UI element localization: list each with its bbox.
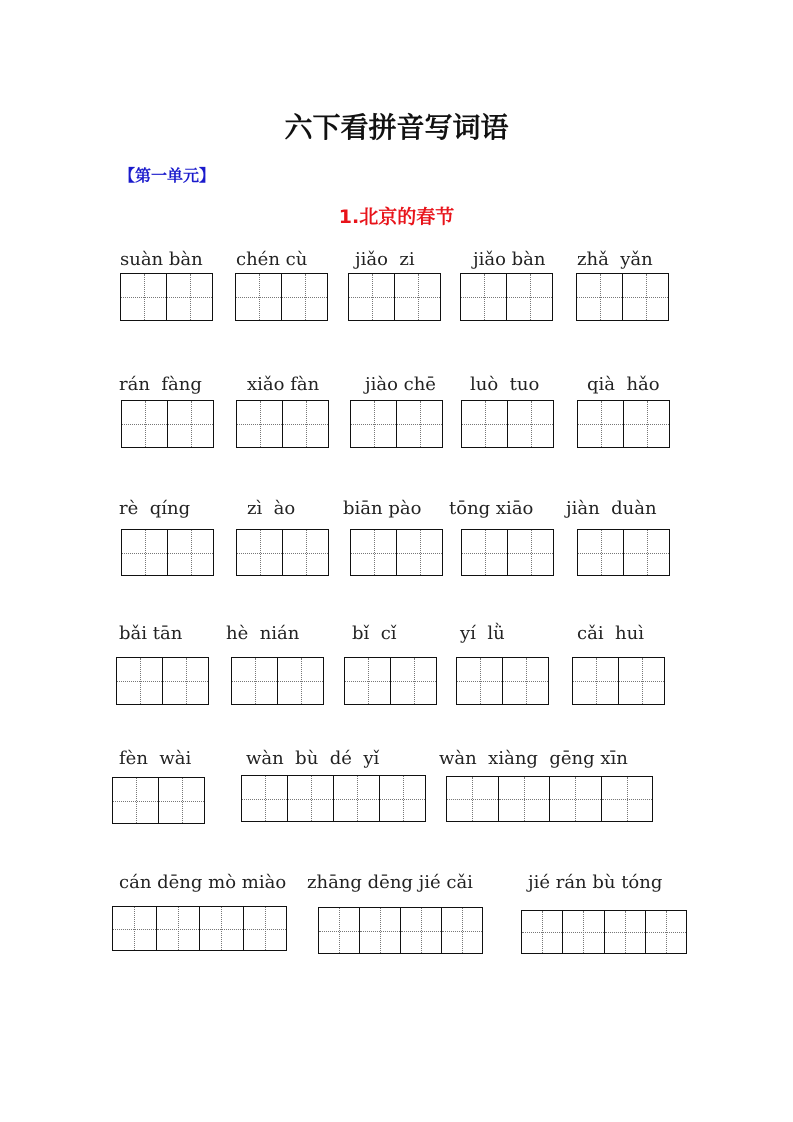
pinyin-label: hè nián <box>226 623 300 644</box>
writing-grid[interactable] <box>446 776 653 822</box>
grid-cell[interactable] <box>394 274 440 320</box>
writing-grid[interactable] <box>121 529 214 576</box>
grid-cell[interactable] <box>577 274 622 320</box>
writing-grid[interactable] <box>348 273 441 321</box>
grid-cell[interactable] <box>604 911 645 953</box>
grid-cell[interactable] <box>167 530 213 575</box>
grid-cell[interactable] <box>162 658 208 704</box>
grid-cell[interactable] <box>457 658 502 704</box>
pinyin-label: rán fàng <box>119 374 202 395</box>
grid-cell[interactable] <box>400 908 441 953</box>
pinyin-label: jiǎo zi <box>355 249 415 270</box>
grid-cell[interactable] <box>462 530 507 575</box>
writing-grid[interactable] <box>521 910 687 954</box>
pinyin-label: wàn bù dé yǐ <box>246 748 380 769</box>
pinyin-label: zhǎ yǎn <box>577 249 653 270</box>
page-title: 六下看拼音写词语 <box>284 111 509 144</box>
pinyin-label: cǎi huì <box>577 623 644 644</box>
writing-grid[interactable] <box>231 657 324 705</box>
pinyin-label: xiǎo fàn <box>247 374 320 395</box>
writing-grid[interactable] <box>350 400 443 448</box>
writing-grid[interactable] <box>120 273 213 321</box>
grid-cell[interactable] <box>447 777 498 821</box>
grid-cell[interactable] <box>167 401 213 447</box>
writing-grid[interactable] <box>112 906 287 951</box>
grid-cell[interactable] <box>506 274 552 320</box>
grid-cell[interactable] <box>396 401 442 447</box>
writing-grid[interactable] <box>112 777 205 824</box>
pinyin-label: bǎi tān <box>119 623 183 644</box>
writing-grid[interactable] <box>116 657 209 705</box>
pinyin-label: jiào chē <box>365 374 436 395</box>
grid-cell[interactable] <box>351 401 396 447</box>
pinyin-label: qià hǎo <box>587 374 660 395</box>
grid-cell[interactable] <box>578 530 623 575</box>
pinyin-label: zì ào <box>247 498 296 519</box>
grid-cell[interactable] <box>232 658 277 704</box>
grid-cell[interactable] <box>243 907 287 950</box>
writing-grid[interactable] <box>461 400 554 448</box>
grid-cell[interactable] <box>199 907 243 950</box>
grid-cell[interactable] <box>396 530 442 575</box>
grid-cell[interactable] <box>645 911 686 953</box>
writing-grid[interactable] <box>344 657 437 705</box>
grid-cell[interactable] <box>287 776 333 821</box>
pinyin-label: jiǎo bàn <box>473 249 546 270</box>
grid-cell[interactable] <box>562 911 603 953</box>
grid-cell[interactable] <box>242 776 287 821</box>
grid-cell[interactable] <box>277 658 323 704</box>
grid-cell[interactable] <box>351 530 396 575</box>
pinyin-label: bǐ cǐ <box>352 623 397 644</box>
grid-cell[interactable] <box>622 274 668 320</box>
pinyin-label: luò tuo <box>470 374 540 395</box>
pinyin-label: fèn wài <box>119 748 192 769</box>
grid-cell[interactable] <box>237 530 282 575</box>
grid-cell[interactable] <box>236 274 281 320</box>
grid-cell[interactable] <box>498 777 550 821</box>
grid-cell[interactable] <box>281 274 327 320</box>
grid-cell[interactable] <box>623 401 669 447</box>
grid-cell[interactable] <box>121 274 166 320</box>
writing-grid[interactable] <box>456 657 549 705</box>
grid-cell[interactable] <box>461 274 506 320</box>
grid-cell[interactable] <box>507 401 553 447</box>
writing-grid[interactable] <box>577 529 670 576</box>
grid-cell[interactable] <box>549 777 601 821</box>
grid-cell[interactable] <box>522 911 562 953</box>
writing-grid[interactable] <box>572 657 665 705</box>
lesson-heading: 1.北京的春节 <box>338 206 455 228</box>
grid-cell[interactable] <box>282 401 328 447</box>
grid-cell[interactable] <box>117 658 162 704</box>
grid-cell[interactable] <box>462 401 507 447</box>
grid-cell[interactable] <box>379 776 425 821</box>
grid-cell[interactable] <box>122 401 167 447</box>
pinyin-label: biān pào <box>343 498 422 519</box>
writing-grid[interactable] <box>350 529 443 576</box>
grid-cell[interactable] <box>349 274 394 320</box>
grid-cell[interactable] <box>237 401 282 447</box>
grid-cell[interactable] <box>122 530 167 575</box>
pinyin-label: jiàn duàn <box>566 498 657 519</box>
unit-heading: 【第一单元】 <box>119 166 216 185</box>
grid-cell[interactable] <box>390 658 436 704</box>
pinyin-label: zhāng dēng jié cǎi <box>307 872 473 893</box>
grid-cell[interactable] <box>113 778 158 823</box>
writing-grid[interactable] <box>235 273 328 321</box>
grid-cell[interactable] <box>578 401 623 447</box>
grid-cell[interactable] <box>166 274 212 320</box>
grid-cell[interactable] <box>345 658 390 704</box>
writing-grid[interactable] <box>577 400 670 448</box>
writing-grid[interactable] <box>318 907 483 954</box>
writing-grid[interactable] <box>460 273 553 321</box>
writing-grid[interactable] <box>461 529 554 576</box>
grid-cell[interactable] <box>333 776 379 821</box>
writing-grid[interactable] <box>576 273 669 321</box>
grid-cell[interactable] <box>502 658 548 704</box>
grid-cell[interactable] <box>441 908 482 953</box>
pinyin-label: suàn bàn <box>120 249 203 270</box>
writing-grid[interactable] <box>121 400 214 448</box>
grid-cell[interactable] <box>158 778 204 823</box>
grid-cell[interactable] <box>359 908 400 953</box>
grid-cell[interactable] <box>507 530 553 575</box>
grid-cell[interactable] <box>113 907 156 950</box>
pinyin-label: chén cù <box>236 249 308 270</box>
pinyin-label: jié rán bù tóng <box>528 872 663 893</box>
grid-cell[interactable] <box>573 658 618 704</box>
pinyin-label: cán dēng mò miào <box>119 872 287 893</box>
grid-cell[interactable] <box>618 658 664 704</box>
writing-grid[interactable] <box>241 775 426 822</box>
grid-cell[interactable] <box>156 907 200 950</box>
grid-cell[interactable] <box>623 530 669 575</box>
grid-cell[interactable] <box>319 908 359 953</box>
pinyin-label: tōng xiāo <box>449 498 534 519</box>
pinyin-label: yí lǜ <box>460 623 505 644</box>
writing-grid[interactable] <box>236 529 329 576</box>
pinyin-label: wàn xiàng gēng xīn <box>439 748 628 769</box>
grid-cell[interactable] <box>282 530 328 575</box>
pinyin-label: rè qíng <box>119 498 191 519</box>
writing-grid[interactable] <box>236 400 329 448</box>
grid-cell[interactable] <box>601 777 653 821</box>
